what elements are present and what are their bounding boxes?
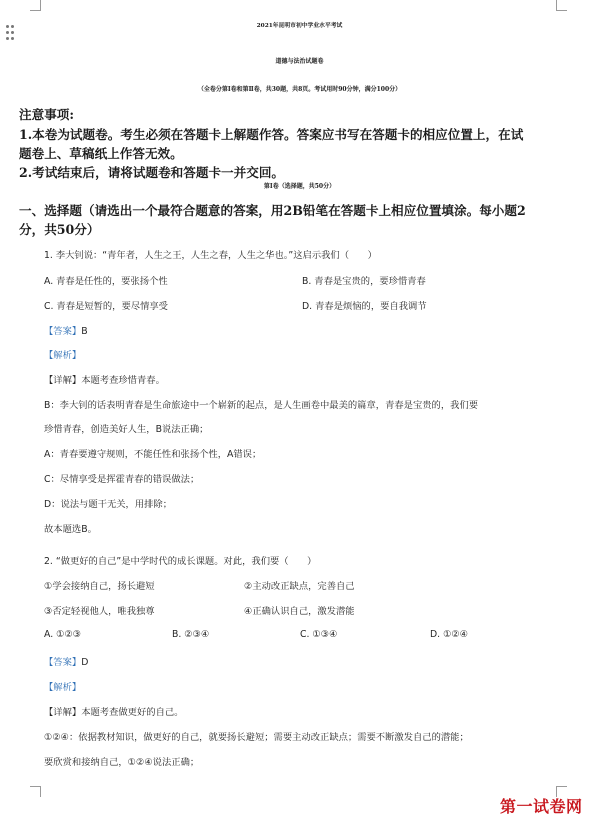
crop-mark-top-right — [556, 0, 567, 11]
section-instruction-1: 一、选择题（请选出一个最符合题意的答案，用2B铅笔在答题卡上相应位置填涂。每小题2 — [19, 203, 526, 218]
q1-option-a: A. 青春是任性的，要张扬个性 — [44, 276, 168, 287]
q1-answer-tag: 【答案】 — [44, 326, 82, 337]
exam-subtitle: 道德与法治试题卷 — [275, 58, 324, 65]
q2-statement-3: ③否定轻视他人，唯我独尊 — [44, 606, 155, 617]
notes-line-1: 1.本卷为试题卷。考生必须在答题卡上解题作答。答案应书写在答题卡的相应位置上，在试 — [19, 127, 524, 142]
watermark-logo: 第一试卷网 — [500, 797, 583, 816]
q2-analysis-tag: 【解析】 — [44, 682, 82, 693]
q2-statement-4: ④正确认识自己，激发潜能 — [244, 606, 355, 617]
q1-analysis-tag: 【解析】 — [44, 350, 82, 361]
crop-mark-bottom-left — [30, 786, 41, 797]
q2-detail: 【详解】本题考查做更好的自己。 — [44, 707, 184, 718]
q1-answer — [44, 323, 88, 337]
q2-option-c: C. ①③④ — [300, 629, 338, 640]
q2-option-b: B. ②③④ — [172, 629, 210, 640]
notes-heading: 注意事项: — [19, 107, 75, 122]
exam-title: 2021年昆明市初中学业水平考试 — [256, 23, 343, 29]
section-instruction-2: 分，共50分） — [19, 222, 100, 237]
q2-stem: 2. “做更好的自己”是中学时代的成长课题。对此，我们要（ ） — [44, 556, 317, 567]
q1-explanation-3: A：青春要遵守规则，不能任性和张扬个性，A错误； — [44, 449, 262, 460]
q2-statement-1: ①学会接纳自己，扬长避短 — [44, 581, 155, 592]
q2-option-d: D. ①②④ — [430, 629, 469, 640]
q2-answer-value: D — [81, 657, 89, 668]
q1-explanation-4: C：尽情享受是挥霍青春的错误做法； — [44, 474, 200, 485]
q1-option-d: D. 青春是烦恼的，要自我调节 — [302, 301, 427, 312]
q2-answer — [44, 654, 88, 668]
q1-stem: 1. 李大钊说：“青年者，人生之王，人生之春，人生之华也。”这启示我们（ ） — [44, 250, 377, 261]
q1-detail: 【详解】本题考查珍惜青春。 — [44, 375, 165, 386]
q1-option-b: B. 青春是宝贵的，要珍惜青春 — [302, 276, 426, 287]
q1-explanation-6: 故本题选B。 — [44, 524, 97, 535]
exam-info: （全卷分第Ⅰ卷和第Ⅱ卷，共30题，共8页。考试用时90分钟，满分100分） — [197, 86, 402, 93]
q1-explanation-5: D：说法与题干无关，用排除； — [44, 499, 173, 510]
q1-explanation-2: 珍惜青春，创造美好人生，B说法正确； — [44, 424, 209, 435]
q2-option-a: A. ①②③ — [44, 629, 82, 640]
q1-explanation-1: B：李大钊的话表明青春是生命旅途中一个崭新的起点，是人生画卷中最美的篇章，青春是宝贵的，我们要 — [44, 400, 479, 411]
notes-line-2: 题卷上、草稿纸上作答无效。 — [19, 146, 183, 161]
q1-answer-value: B — [81, 326, 88, 337]
q2-answer-tag: 【答案】 — [44, 657, 82, 668]
q2-explanation-2: 要欣赏和接纳自己，①②④说法正确； — [44, 757, 200, 768]
crop-mark-top-left — [30, 0, 41, 11]
section-title: 第Ⅰ卷（选择题，共50分） — [263, 183, 336, 190]
q1-option-c: C. 青春是短暂的，要尽情享受 — [44, 301, 168, 312]
notes-line-3: 2.考试结束后，请将试题卷和答题卡一并交回。 — [19, 165, 285, 180]
q2-statement-2: ②主动改正缺点，完善自己 — [244, 581, 355, 592]
q2-explanation-1: ①②④：依据教材知识，做更好的自己，就要扬长避短；需要主动改正缺点；需要不断激发自己的潜能； — [44, 732, 469, 743]
